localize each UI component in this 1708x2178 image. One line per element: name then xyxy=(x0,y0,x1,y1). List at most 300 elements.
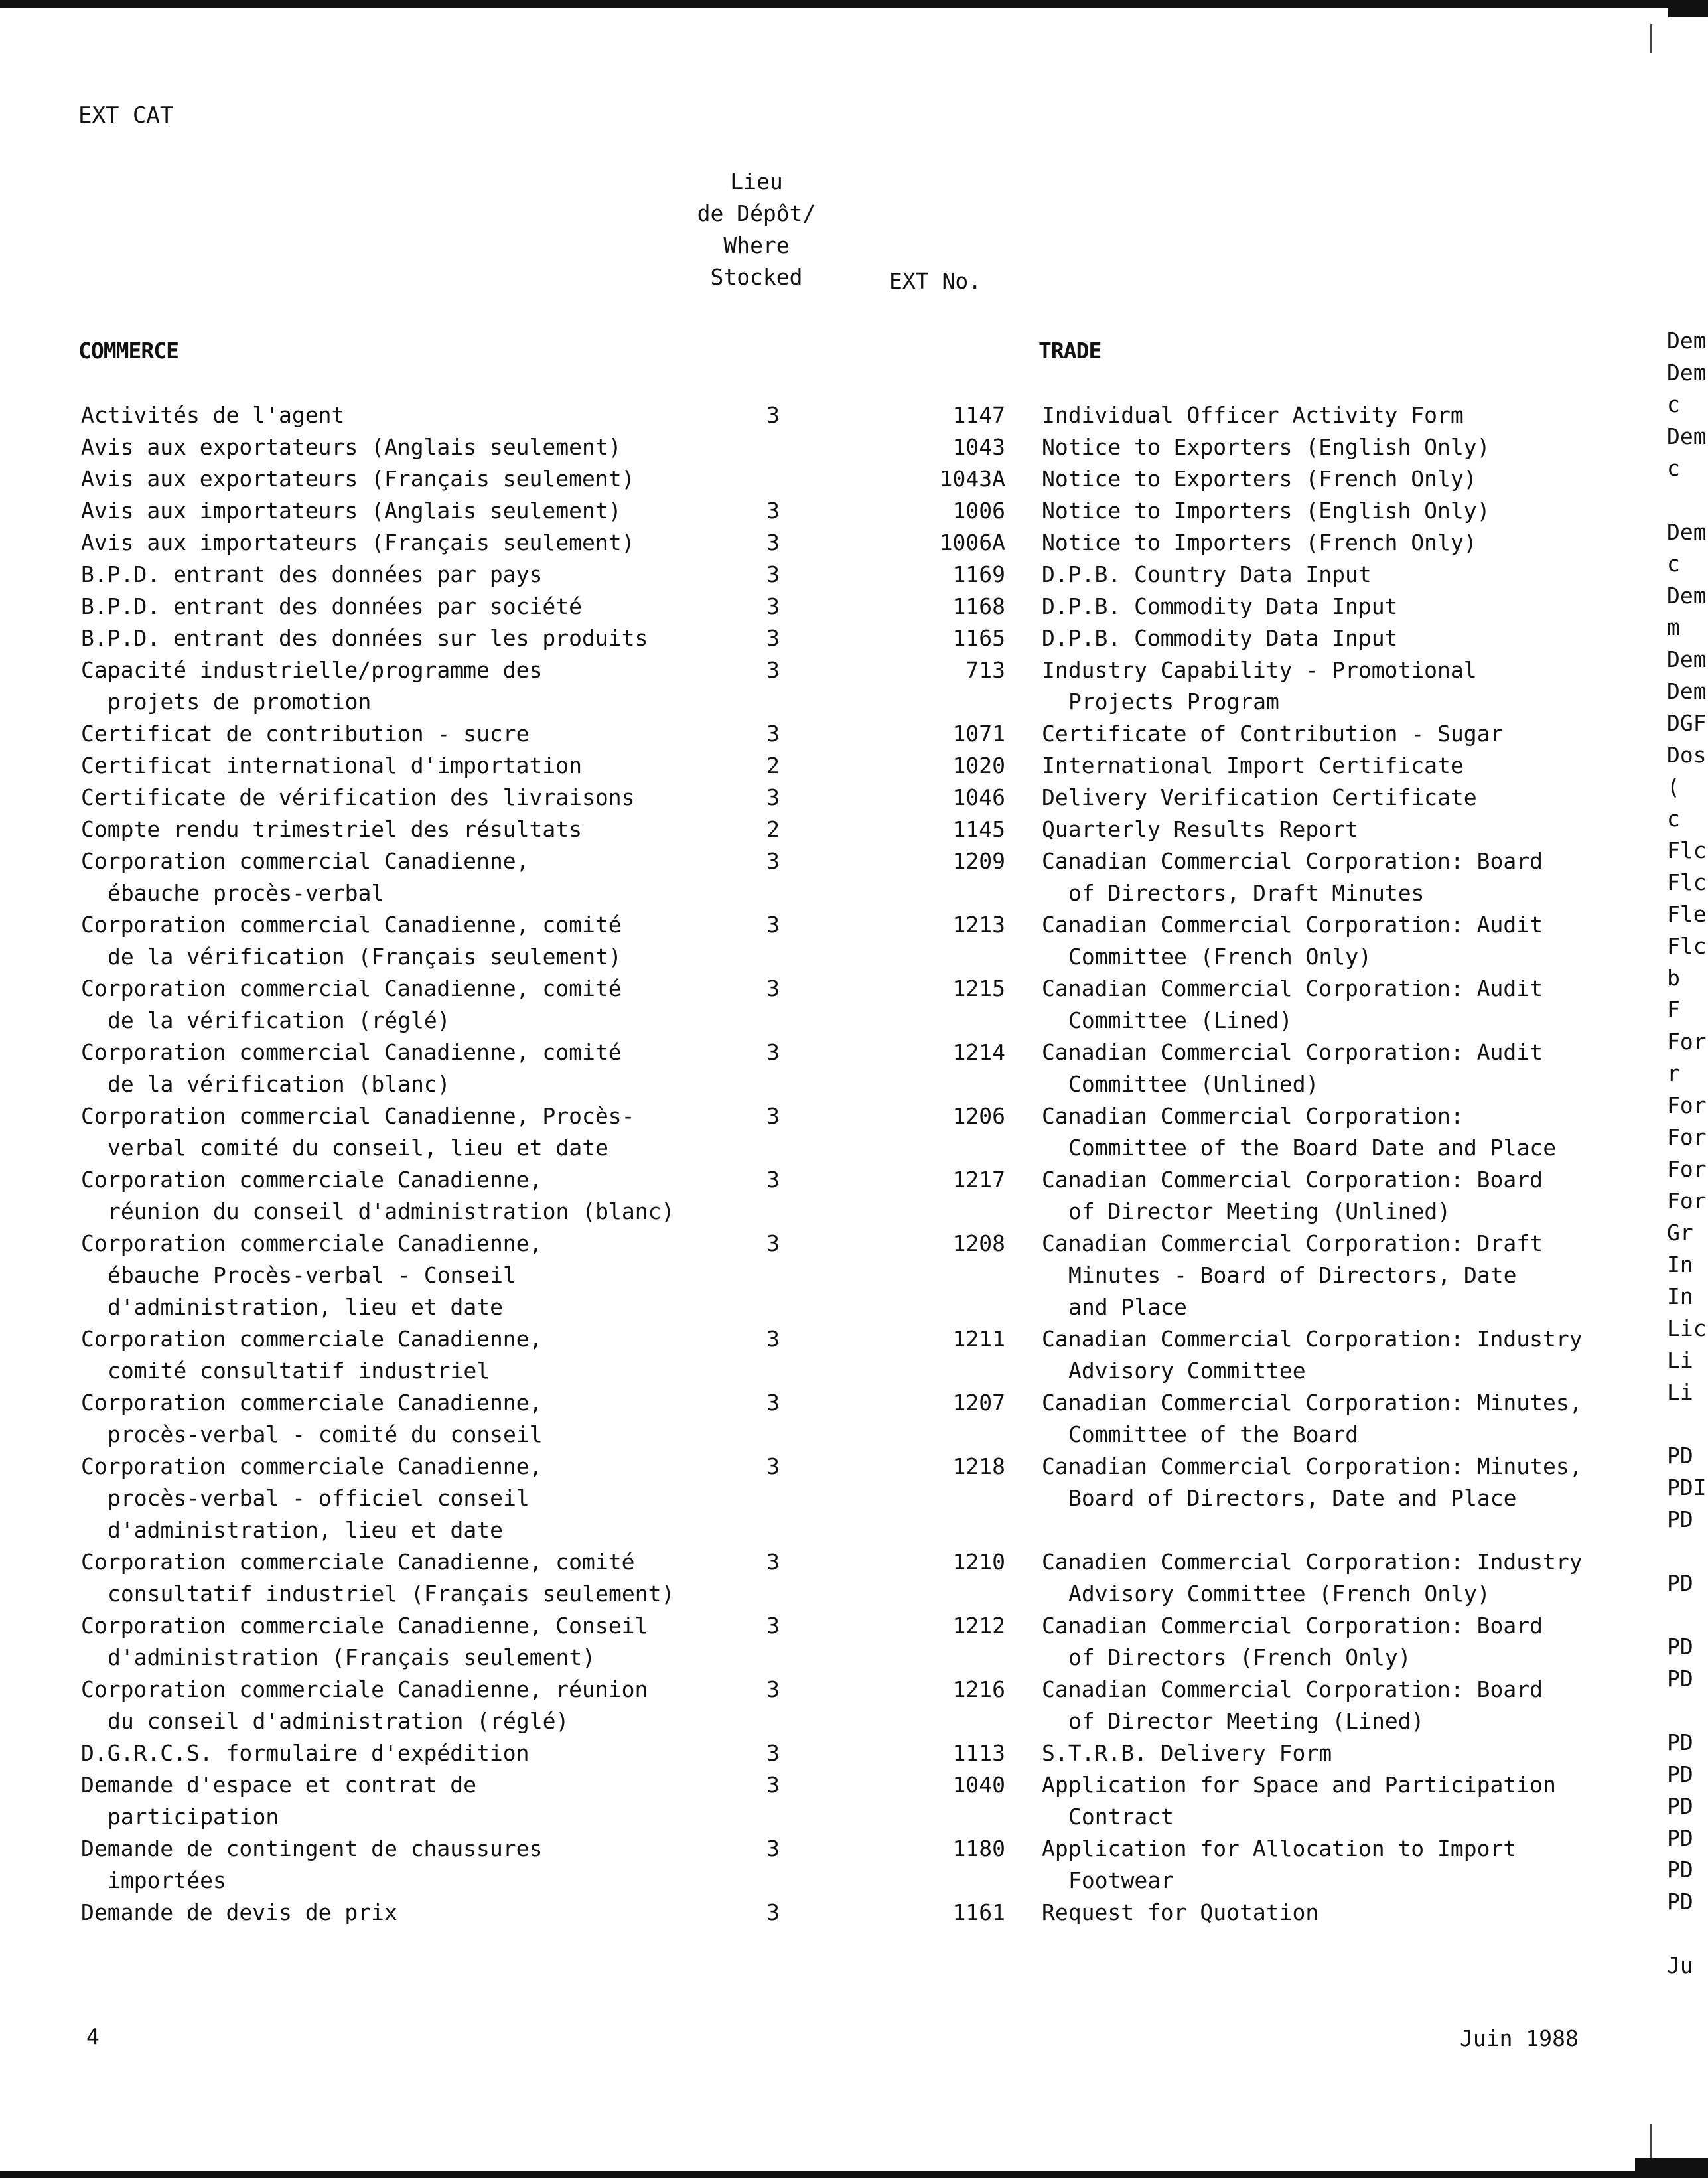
ext-number-cell: 1214 xyxy=(952,1039,1005,1065)
french-title xyxy=(81,1387,698,1451)
english-title-line: Footwear xyxy=(1068,1867,1174,1893)
english-title-line: Delivery Verification Certificate xyxy=(1042,784,1477,810)
adjacent-page-fragment-line: DGF xyxy=(1667,710,1707,736)
english-title-line: Canadian Commercial Corporation: Industry xyxy=(1042,1326,1583,1352)
table-row xyxy=(0,591,1619,622)
ext-number-cell: 1006 xyxy=(952,498,1005,524)
adjacent-page-fragment-line xyxy=(1667,1536,1708,1567)
where-stocked-cell: 3 xyxy=(766,498,780,524)
french-title xyxy=(81,814,698,845)
french-title xyxy=(81,527,698,559)
english-title-line: Canadian Commercial Corporation: Audit xyxy=(1042,976,1543,1001)
french-title xyxy=(81,845,698,909)
english-title-line: Certificate of Contribution - Sugar xyxy=(1042,721,1504,747)
adjacent-page-fragment-line xyxy=(1667,1695,1708,1727)
where-stocked-cell: 3 xyxy=(766,1836,780,1861)
french-title-line: Corporation commerciale Canadienne, xyxy=(81,1453,543,1479)
french-title-line: Avis aux importateurs (Anglais seulement) xyxy=(81,498,622,524)
french-title-line: Certificat de contribution - sucre xyxy=(81,721,530,747)
adjacent-page-fragment-line: For xyxy=(1667,1029,1707,1054)
ext-number-cell: 1165 xyxy=(952,625,1005,651)
table-row xyxy=(0,1451,1619,1546)
french-title xyxy=(81,559,698,591)
where-stocked-cell: 3 xyxy=(766,912,780,938)
adjacent-page-fragment-line xyxy=(1667,1599,1708,1631)
french-title xyxy=(81,1610,698,1674)
french-title xyxy=(81,1833,698,1897)
ext-number-cell: 1040 xyxy=(952,1772,1005,1798)
table-row xyxy=(0,1769,1619,1833)
english-title-line: Committee (Lined) xyxy=(1068,1007,1293,1033)
where-stocked-cell: 3 xyxy=(766,1230,780,1256)
english-title-line: Canadian Commercial Corporation: Draft xyxy=(1042,1230,1543,1256)
french-title-line: Compte rendu trimestriel des résultats xyxy=(81,816,582,842)
english-title-line: of Director Meeting (Lined) xyxy=(1068,1708,1425,1734)
french-title-line: réunion du conseil d'administration (blanc) xyxy=(107,1198,675,1224)
french-title xyxy=(81,1164,698,1228)
header-line: de Dépôt/ xyxy=(697,200,816,226)
adjacent-page-fragment-line: Dem xyxy=(1667,678,1707,704)
french-title xyxy=(81,622,698,654)
french-title-line: de la vérification (réglé) xyxy=(107,1007,451,1033)
english-title-line: Advisory Committee (French Only) xyxy=(1068,1581,1490,1607)
english-title-line: Notice to Exporters (English Only) xyxy=(1042,434,1490,460)
english-title-line: Individual Officer Activity Form xyxy=(1042,402,1464,428)
french-title-line: participation xyxy=(107,1804,279,1830)
french-title-line: Demande d'espace et contrat de xyxy=(81,1772,477,1798)
english-title-line: D.P.B. Country Data Input xyxy=(1042,561,1372,587)
adjacent-page-fragment-line: Dem xyxy=(1667,360,1707,386)
english-title-line: Contract xyxy=(1068,1804,1174,1830)
english-title-line: Notice to Exporters (French Only) xyxy=(1042,466,1477,492)
english-title-line: Committee (French Only) xyxy=(1068,944,1372,970)
english-title xyxy=(1042,750,1606,782)
where-stocked-cell: 3 xyxy=(766,402,780,428)
table-row xyxy=(0,1164,1619,1228)
adjacent-page-fragment-line: PD xyxy=(1667,1729,1693,1755)
french-title xyxy=(81,591,698,622)
english-title-line: of Director Meeting (Unlined) xyxy=(1068,1198,1451,1224)
english-title-line: Canadien Commercial Corporation: Industry xyxy=(1042,1549,1583,1575)
english-title-line: Canadian Commercial Corporation: xyxy=(1042,1103,1464,1129)
where-stocked-cell: 3 xyxy=(766,593,780,619)
french-title-line: Certificat international d'importation xyxy=(81,753,582,778)
english-title-line: Minutes - Board of Directors, Date xyxy=(1068,1262,1517,1288)
french-title-line: Avis aux exportateurs (Anglais seulement) xyxy=(81,434,622,460)
adjacent-page-fragment-line xyxy=(1667,1408,1708,1440)
french-title xyxy=(81,1546,698,1610)
where-stocked-cell: 3 xyxy=(766,1676,780,1702)
ext-number-cell: 1168 xyxy=(952,593,1005,619)
english-title xyxy=(1042,431,1606,463)
english-title-line: Request for Quotation xyxy=(1042,1899,1319,1925)
adjacent-page-fragment-line: PD xyxy=(1667,1634,1693,1660)
english-title-line: Application for Allocation to Import xyxy=(1042,1836,1517,1861)
scan-bottom-corner xyxy=(1635,2158,1708,2178)
french-title-line: Corporation commercial Canadienne, comité xyxy=(81,1039,622,1065)
french-title xyxy=(81,495,698,527)
french-title-line: Capacité industrielle/programme des xyxy=(81,657,543,683)
french-title-line: d'administration, lieu et date xyxy=(107,1517,504,1543)
table-row xyxy=(0,1897,1619,1928)
french-title xyxy=(81,1769,698,1833)
ext-number-cell: 1211 xyxy=(952,1326,1005,1352)
ext-number-cell: 1180 xyxy=(952,1836,1005,1861)
french-title-line: consultatif industriel (Français seulement) xyxy=(107,1581,675,1607)
where-stocked-cell: 3 xyxy=(766,721,780,747)
french-title-line: comité consultatif industriel xyxy=(107,1358,490,1384)
where-stocked-cell: 2 xyxy=(766,816,780,842)
english-title xyxy=(1042,973,1606,1037)
french-title-line: Corporation commercial Canadienne, comité xyxy=(81,976,622,1001)
where-stocked-cell: 3 xyxy=(766,1453,780,1479)
table-row xyxy=(0,718,1619,750)
table-row xyxy=(0,1737,1619,1769)
english-title-line: Committee of the Board xyxy=(1068,1421,1359,1447)
english-title-line: Canadian Commercial Corporation: Board xyxy=(1042,1613,1543,1638)
english-title-line: Projects Program xyxy=(1068,689,1279,715)
where-stocked-cell: 3 xyxy=(766,1103,780,1129)
header-line: Stocked xyxy=(710,264,803,290)
ext-number-cell: 1207 xyxy=(952,1390,1005,1416)
english-title xyxy=(1042,1228,1606,1323)
ext-number-cell: 713 xyxy=(965,657,1005,683)
french-title-line: D.G.R.C.S. formulaire d'expédition xyxy=(81,1740,530,1766)
ext-number-cell: 1006A xyxy=(939,530,1005,555)
page-date: Juin 1988 xyxy=(1460,2025,1579,2051)
adjacent-page-fragment-line: r xyxy=(1667,1060,1680,1086)
adjacent-page-fragment-line: PD xyxy=(1667,1443,1693,1469)
ext-number-cell: 1145 xyxy=(952,816,1005,842)
adjacent-page-fragment-line: c xyxy=(1667,392,1680,417)
english-title xyxy=(1042,718,1606,750)
table-row xyxy=(0,431,1619,463)
page-number: 4 xyxy=(86,2023,100,2049)
adjacent-page-fragment-line: PD xyxy=(1667,1825,1693,1851)
french-title xyxy=(81,1737,698,1769)
adjacent-page-fragment-line: Gr xyxy=(1667,1220,1693,1246)
english-title xyxy=(1042,1037,1606,1100)
english-title xyxy=(1042,1164,1606,1228)
ext-number-cell: 1043 xyxy=(952,434,1005,460)
english-title-line: International Import Certificate xyxy=(1042,753,1464,778)
french-title-line: B.P.D. entrant des données sur les produits xyxy=(81,625,648,651)
english-title xyxy=(1042,1451,1606,1514)
section-heading-french: COMMERCE xyxy=(78,338,178,364)
adjacent-page-fragment-line: PD xyxy=(1667,1889,1693,1915)
english-title-line: Canadian Commercial Corporation: Board xyxy=(1042,1676,1543,1702)
ext-number-cell: 1020 xyxy=(952,753,1005,778)
english-title xyxy=(1042,495,1606,527)
ext-number-cell: 1208 xyxy=(952,1230,1005,1256)
english-title xyxy=(1042,1674,1606,1737)
english-title xyxy=(1042,622,1606,654)
english-title-line: D.P.B. Commodity Data Input xyxy=(1042,593,1398,619)
table-row xyxy=(0,495,1619,527)
english-title xyxy=(1042,559,1606,591)
english-title-line: Committee (Unlined) xyxy=(1068,1071,1319,1097)
english-title xyxy=(1042,1737,1606,1769)
french-title-line: importées xyxy=(107,1867,226,1893)
ext-number-cell: 1216 xyxy=(952,1676,1005,1702)
adjacent-page-fragment-line: For xyxy=(1667,1124,1707,1150)
adjacent-page-fragment-line: c xyxy=(1667,551,1680,577)
ext-number-cell: 1210 xyxy=(952,1549,1005,1575)
english-title xyxy=(1042,909,1606,973)
adjacent-page-fragment-line xyxy=(1667,1918,1708,1950)
adjacent-page-fragment-line: Lic xyxy=(1667,1315,1707,1341)
ext-number-cell: 1071 xyxy=(952,721,1005,747)
french-title-line: Corporation commerciale Canadienne, xyxy=(81,1230,543,1256)
ext-number-cell: 1206 xyxy=(952,1103,1005,1129)
adjacent-page-fragment-line: In xyxy=(1667,1283,1693,1309)
adjacent-page-fragment-line: Dem xyxy=(1667,646,1707,672)
french-title-line: procès-verbal - comité du conseil xyxy=(107,1421,543,1447)
adjacent-page-fragment-line: Fle xyxy=(1667,901,1707,927)
adjacent-page-fragment-line: Dem xyxy=(1667,328,1707,354)
adjacent-page-fragment-line: Dem xyxy=(1667,423,1707,449)
scan-top-corner xyxy=(1668,0,1708,17)
french-title xyxy=(81,973,698,1037)
french-title-line: Corporation commerciale Canadienne, Conseil xyxy=(81,1613,648,1638)
table-row xyxy=(0,845,1619,909)
table-row xyxy=(0,527,1619,559)
english-title-line: and Place xyxy=(1068,1294,1187,1320)
english-title-line: Canadian Commercial Corporation: Board xyxy=(1042,848,1543,874)
english-title-line: D.P.B. Commodity Data Input xyxy=(1042,625,1398,651)
english-title xyxy=(1042,591,1606,622)
ext-number-cell: 1046 xyxy=(952,784,1005,810)
adjacent-page-fragment-line: For xyxy=(1667,1092,1707,1118)
ext-number-cell: 1169 xyxy=(952,561,1005,587)
where-stocked-cell: 3 xyxy=(766,1613,780,1638)
table-row xyxy=(0,1546,1619,1610)
ext-number-cell: 1212 xyxy=(952,1613,1005,1638)
ext-number-cell: 1043A xyxy=(939,466,1005,492)
english-title xyxy=(1042,1833,1606,1897)
french-title-line: ébauche Procès-verbal - Conseil xyxy=(107,1262,516,1288)
adjacent-page-fragment-line: Dem xyxy=(1667,519,1707,545)
adjacent-page-fragment-line: Flc xyxy=(1667,837,1707,863)
adjacent-page-fragment-line: m xyxy=(1667,615,1680,640)
adjacent-page-fragment-line: Li xyxy=(1667,1347,1693,1373)
adjacent-page-fragment-line: For xyxy=(1667,1188,1707,1214)
adjacent-page-fragment-line: PD xyxy=(1667,1857,1693,1883)
where-stocked-cell: 3 xyxy=(766,1039,780,1065)
english-title xyxy=(1042,1610,1606,1674)
french-title xyxy=(81,909,698,973)
table-row xyxy=(0,782,1619,814)
adjacent-page-fragment-line: PD xyxy=(1667,1570,1693,1596)
where-stocked-cell: 3 xyxy=(766,848,780,874)
french-title-line: Avis aux importateurs (Français seulement) xyxy=(81,530,635,555)
english-title-line: Canadian Commercial Corporation: Audit xyxy=(1042,912,1543,938)
english-title-line: Board of Directors, Date and Place xyxy=(1068,1485,1517,1511)
where-stocked-cell: 3 xyxy=(766,1740,780,1766)
adjacent-page-fragment-line: c xyxy=(1667,455,1680,481)
table-row xyxy=(0,1323,1619,1387)
french-title-line: Corporation commerciale Canadienne, xyxy=(81,1167,543,1193)
french-title-line: de la vérification (Français seulement) xyxy=(107,944,622,970)
where-stocked-cell: 3 xyxy=(766,976,780,1001)
adjacent-page-fragment-line: PD xyxy=(1667,1506,1693,1532)
english-title xyxy=(1042,782,1606,814)
where-stocked-cell: 3 xyxy=(766,657,780,683)
where-stocked-cell: 3 xyxy=(766,1326,780,1352)
table-row xyxy=(0,622,1619,654)
english-title xyxy=(1042,1100,1606,1164)
french-title-line: verbal comité du conseil, lieu et date xyxy=(107,1135,608,1161)
table-row xyxy=(0,399,1619,431)
french-title-line: Corporation commerciale Canadienne, xyxy=(81,1390,543,1416)
where-stocked-header xyxy=(690,166,823,293)
french-title-line: Corporation commercial Canadienne, Procès- xyxy=(81,1103,635,1129)
ext-number-cell: 1213 xyxy=(952,912,1005,938)
french-title-line: du conseil d'administration (réglé) xyxy=(107,1708,569,1734)
where-stocked-cell: 3 xyxy=(766,530,780,555)
scan-bottom-edge xyxy=(0,2171,1708,2178)
form-list xyxy=(0,399,1619,1928)
english-title-line: Committee of the Board Date and Place xyxy=(1068,1135,1557,1161)
english-title xyxy=(1042,463,1606,495)
english-title-line: Canadian Commercial Corporation: Audit xyxy=(1042,1039,1543,1065)
english-title-line: Advisory Committee xyxy=(1068,1358,1306,1384)
french-title xyxy=(81,431,698,463)
where-stocked-cell: 3 xyxy=(766,1167,780,1193)
french-title-line: de la vérification (blanc) xyxy=(107,1071,451,1097)
adjacent-page-fragment-line: Dem xyxy=(1667,583,1707,609)
french-title xyxy=(81,1100,698,1164)
english-title-line: of Directors, Draft Minutes xyxy=(1068,880,1425,906)
french-title-line: d'administration, lieu et date xyxy=(107,1294,504,1320)
ext-number-cell: 1217 xyxy=(952,1167,1005,1193)
french-title-line: ébauche procès-verbal xyxy=(107,880,385,906)
french-title-line: projets de promotion xyxy=(107,689,372,715)
ext-number-cell: 1147 xyxy=(952,402,1005,428)
table-row xyxy=(0,1100,1619,1164)
french-title xyxy=(81,1897,698,1928)
french-title-line: procès-verbal - officiel conseil xyxy=(107,1485,530,1511)
french-title-line: Corporation commerciale Canadienne, comité xyxy=(81,1549,635,1575)
scan-top-edge xyxy=(0,0,1708,8)
where-stocked-cell: 3 xyxy=(766,1390,780,1416)
table-row xyxy=(0,559,1619,591)
where-stocked-cell: 3 xyxy=(766,625,780,651)
header-line: Where xyxy=(723,232,790,258)
table-row xyxy=(0,814,1619,845)
adjacent-page-fragment-line: ( xyxy=(1667,774,1680,800)
adjacent-page-fragment-line: Dos xyxy=(1667,742,1707,768)
english-title xyxy=(1042,814,1606,845)
adjacent-page-fragment-line: c xyxy=(1667,806,1680,832)
where-stocked-cell: 3 xyxy=(766,1899,780,1925)
french-title xyxy=(81,1323,698,1387)
table-row xyxy=(0,1833,1619,1897)
french-title-line: B.P.D. entrant des données par société xyxy=(81,593,582,619)
english-title xyxy=(1042,1897,1606,1928)
french-title xyxy=(81,1228,698,1323)
french-title-line: Demande de contingent de chaussures xyxy=(81,1836,543,1861)
scan-mark xyxy=(1650,24,1652,53)
adjacent-page-fragment-line: For xyxy=(1667,1156,1707,1182)
ext-number-header: EXT No. xyxy=(889,268,982,294)
adjacent-page-fragment-line: Flc xyxy=(1667,933,1707,959)
table-row xyxy=(0,1228,1619,1323)
english-title-line: Canadian Commercial Corporation: Board xyxy=(1042,1167,1543,1193)
french-title-line: Avis aux exportateurs (Français seulement) xyxy=(81,466,635,492)
french-title-line: Corporation commercial Canadienne, comité xyxy=(81,912,622,938)
catalog-label: EXT CAT xyxy=(78,102,174,129)
table-row xyxy=(0,1674,1619,1737)
ext-number-cell: 1161 xyxy=(952,1899,1005,1925)
english-title-line: Canadian Commercial Corporation: Minutes, xyxy=(1042,1453,1583,1479)
where-stocked-cell: 2 xyxy=(766,753,780,778)
adjacent-page-fragment-line: b xyxy=(1667,965,1680,991)
where-stocked-cell: 3 xyxy=(766,561,780,587)
adjacent-page-fragment-line: PD xyxy=(1667,1761,1693,1787)
english-title xyxy=(1042,399,1606,431)
where-stocked-cell: 3 xyxy=(766,784,780,810)
english-title-line: Industry Capability - Promotional xyxy=(1042,657,1477,683)
adjacent-page-fragment-line: Flc xyxy=(1667,869,1707,895)
ext-number-cell: 1209 xyxy=(952,848,1005,874)
french-title-line: Corporation commercial Canadienne, xyxy=(81,848,530,874)
adjacent-page-fragment-line xyxy=(1667,484,1708,516)
table-row xyxy=(0,1610,1619,1674)
english-title-line: Quarterly Results Report xyxy=(1042,816,1358,842)
ext-number-cell: 1215 xyxy=(952,976,1005,1001)
adjacent-page-fragment-line: PD xyxy=(1667,1793,1693,1819)
french-title-line: Certificate de vérification des livraisons xyxy=(81,784,635,810)
french-title-line: Demande de devis de prix xyxy=(81,1899,397,1925)
table-row xyxy=(0,909,1619,973)
header-line: Lieu xyxy=(730,169,783,194)
french-title xyxy=(81,718,698,750)
french-title xyxy=(81,1451,698,1546)
adjacent-page-fragment-line: Ju xyxy=(1667,1952,1693,1978)
table-row xyxy=(0,973,1619,1037)
english-title-line: Canadian Commercial Corporation: Minutes, xyxy=(1042,1390,1583,1416)
ext-number-cell: 1113 xyxy=(952,1740,1005,1766)
adjacent-page-fragment-line: Li xyxy=(1667,1379,1693,1405)
english-title xyxy=(1042,1387,1606,1451)
table-row xyxy=(0,750,1619,782)
french-title-line: Activités de l'agent xyxy=(81,402,345,428)
table-row xyxy=(0,1387,1619,1451)
table-row xyxy=(0,463,1619,495)
english-title xyxy=(1042,1546,1606,1610)
where-stocked-cell: 3 xyxy=(766,1772,780,1798)
french-title-line: Corporation commerciale Canadienne, réunion xyxy=(81,1676,648,1702)
english-title xyxy=(1042,1323,1606,1387)
french-title xyxy=(81,463,698,495)
english-title-line: Notice to Importers (English Only) xyxy=(1042,498,1490,524)
french-title-line: d'administration (Français seulement) xyxy=(107,1644,596,1670)
english-title xyxy=(1042,1769,1606,1833)
adjacent-page-fragment-line: PDI xyxy=(1667,1475,1707,1500)
english-title xyxy=(1042,845,1606,909)
french-title xyxy=(81,1037,698,1100)
english-title-line: Notice to Importers (French Only) xyxy=(1042,530,1477,555)
table-row xyxy=(0,654,1619,718)
english-title xyxy=(1042,527,1606,559)
english-title xyxy=(1042,654,1606,718)
french-title-line: B.P.D. entrant des données par pays xyxy=(81,561,543,587)
adjacent-page-fragment xyxy=(1667,325,1708,1982)
french-title xyxy=(81,654,698,718)
adjacent-page-fragment-line: In xyxy=(1667,1252,1693,1277)
section-heading-english: TRADE xyxy=(1038,338,1102,364)
